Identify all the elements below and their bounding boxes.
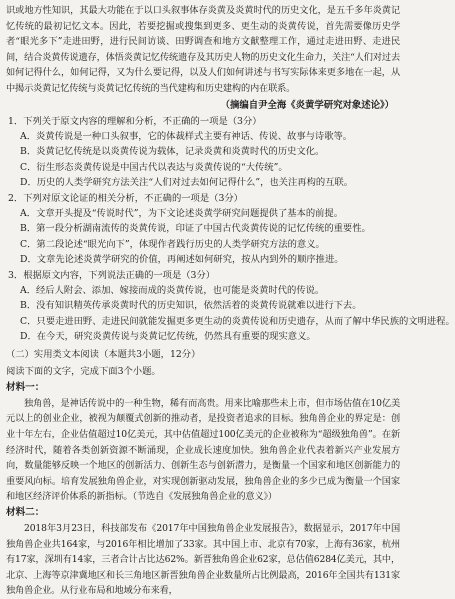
question-1-option-b: B．炎黄记忆传统是以炎黄传说为载体，记录炎黄和炎黄时代的历史文化。 <box>20 146 325 158</box>
question-2-option-c: C．第二段论述“眼光向下”，体现作者践行历史的人类学研究方法的意义。 <box>20 238 325 250</box>
question-1-option-d: D．历史的人类学研究方法关注“人们对过去如何记得什么”，也关注再构的互联。 <box>20 177 354 189</box>
article1-paragraph: 识或地方性知识，其最大功能在于以口头叙事体存炎黄及炎黄时代的历史文化，是五千多年炎黄记忆传统的最初记忆文本。因此，若要挖掘或搜集到更多、更生动的炎黄传说，首先需要像历史学者“眼光多下”走进田野，进行民间访谈、田野调查和地方文献整理工作，通过走进田野、走进民间，结合炎黄传说遗存，体悟炎黄记忆传统遗存及其历史人物的历史文化生命力，关注“人们对过去如何记得什么，如何记得，又为什么要记得，以及人们如何讲述与书写实际体来更多地在一起，从中揭示炎黄记忆传统与炎黄记忆传统的当代建构和历史建构的内在联系。 <box>6 5 400 94</box>
question-2-option-d: D．文章先论述炎黄学研究的价值，再阐述如何研究，按从内到外的顺序推进。 <box>20 254 344 266</box>
article1-source: （摘编自尹全海《炎黄学研究对象述论》） <box>220 99 394 111</box>
question-2-stem: 2．下列对原文论证的相关分析，不正确的一项是（3分） <box>8 192 243 204</box>
section-2-heading: （二）实用类文本阅读（本题共3小题，12分） <box>6 348 201 360</box>
question-3-option-a: A．经后人附会、添加、嫁接而成的炎黄传说，也可能是炎黄时代的传说。 <box>20 285 325 297</box>
question-1-option-a: A．炎黄传说是一种口头叙事，它的体裁样式主要有神话、传说、故事与诗歌等。 <box>20 130 353 142</box>
question-3-option-d: D．在今天，研究炎黄传说与炎黄记忆传统，仍然具有重要的现实意义。 <box>20 331 316 343</box>
question-2-option-b: B．第一段分析湖南流传的炎黄传说，印证了中国古代炎黄传说的记忆传统的重要性。 <box>20 223 371 235</box>
material-2-label: 材料二： <box>6 507 45 518</box>
question-1-option-c: C．衍生形态炎黄传说是中国古代以表达与炎黄传说的“大传统”。 <box>20 161 288 173</box>
question-1-stem: 1．下列关于原文内容的理解和分析，不正确的一项是（3分） <box>8 115 262 127</box>
material-1-text: 独角兽，是神话传说中的一种生物，稀有而高贵。用来比喻那些未上市，但市场估值在10亿美元以上的创业企业，被视为颠覆式创新的推动者，是投资者追求的目标。独角兽企业的界定是：创业十年左右，企业估值超过10亿美元，其中估值超过100亿美元的企业被称为“超级独角兽”。在新经济时代，随着各类创新资源不断涌现，企业成长速度加快。独角兽企业代表着新兴产业发展方向，数量能够反映一个地区的创新活力、创新生态与创新潜力，是衡量一个国家和地区创新能力的重要风向标。培育发展独角兽企业，对实现创新驱动发展，独角兽企业的多少已成为衡量一个国家和地区经济评价体系的新指标。（节选自《发展独角兽企业的意义》） <box>6 397 400 503</box>
question-1 <box>6 114 400 191</box>
material-1-source: （节选自《发展独角兽企业的意义》） <box>132 491 277 503</box>
material-2-text: 2018年3月23日，科技部发布《2017年中国独角兽企业发展报告》，数据显示，2017年中国独角兽企业共164家，与2016年相比增加了33家。其中国上市、北京有70家，上海有36家，杭州有17家，深圳有14家，三者合计占比达62%。新晋独角兽企业62家，总估值6284亿美元，其中，北京、上海等京津冀地区和长三角地区新晋独角兽企业数量所占比例最高，2016年全国共有131家独角兽企业。从行业布局和地域分布来看， <box>6 523 400 597</box>
question-3-option-c: C．只要走进田野、走进民间就能发掘更多更生动的炎黄传说和历史遗存，从而了解中华民族的文明进程。 <box>20 315 455 327</box>
material-1-label: 材料一： <box>6 381 45 393</box>
question-3-option-b: B．没有知识精英传承炎黄时代的历史知识，依然活着的炎黄传说就难以进行下去。 <box>20 300 362 312</box>
question-3-stem: 3．根据原文内容，下列说法正确的一项是（3分） <box>8 269 216 281</box>
question-2-option-a: A．文章开头提及“传说时代”，为下文论述炎黄学研究问题提供了基本的前提。 <box>20 208 344 219</box>
section-2-instruction: 阅读下面的文字，完成下面3个小题。 <box>6 366 161 378</box>
question-2 <box>6 191 400 268</box>
question-3 <box>6 268 455 345</box>
